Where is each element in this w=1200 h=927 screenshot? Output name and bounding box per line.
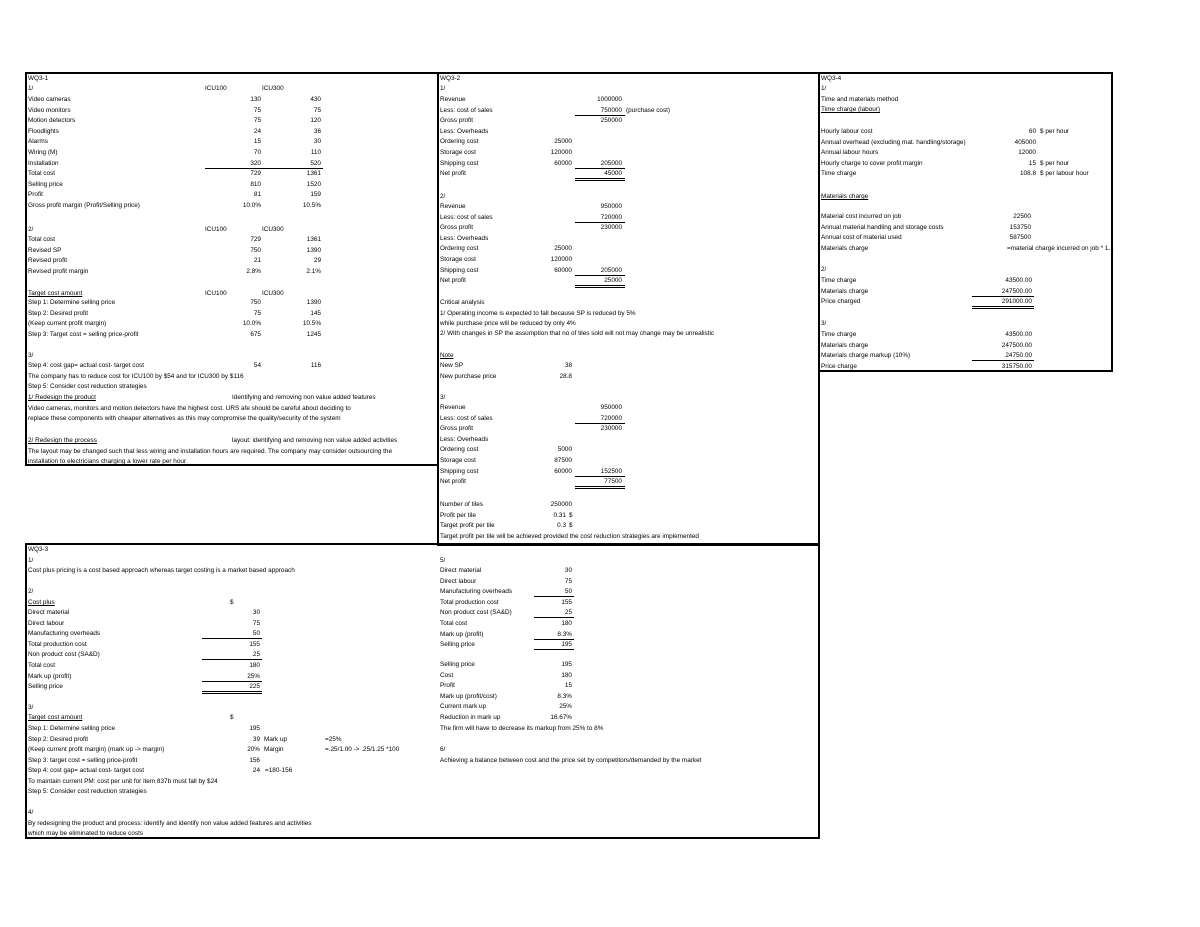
row-label: Total cost <box>28 170 55 178</box>
row-value: 247500.00 <box>1001 287 1032 295</box>
shipping-cost-value: 60000 <box>554 266 572 274</box>
materials-charge-heading: Materials charge <box>821 193 869 200</box>
row-value-icu100: 70 <box>253 149 261 156</box>
row-label: Direct labour <box>28 619 65 627</box>
row-label: Step 1: Determine selling price <box>28 725 116 732</box>
row-value-icu100: 81 <box>253 191 261 199</box>
row-label: Step 3: target cost = selling price-profit <box>28 756 138 764</box>
row-value: 180 <box>561 620 572 627</box>
shipping-cost-value: 60000 <box>554 467 572 475</box>
row-value: 60 <box>1028 128 1036 135</box>
row-value: 43500.00 <box>1005 277 1032 284</box>
row-value: 20% <box>247 746 260 754</box>
row-value-icu300: 159 <box>310 191 321 199</box>
row-label: (Keep current profit margin) (mark up -> margin) <box>28 746 165 754</box>
row-label: Floodlights <box>28 127 59 135</box>
row-label: Annual cost of material used <box>821 234 902 242</box>
row-value: 24 <box>252 767 260 775</box>
ordering-cost-label: Ordering cost <box>440 245 479 253</box>
new-sp-label: New SP <box>440 362 464 369</box>
row-label: Motion detectors <box>28 117 76 125</box>
row-label: Step 3: Target cost = selling price-profit <box>28 330 139 338</box>
row-note: =180-156 <box>265 767 293 775</box>
row-value: 8.3% <box>557 692 572 700</box>
row-value: 405000 <box>1014 138 1036 146</box>
row-value-icu100: 75 <box>253 106 261 114</box>
row-label: Revised profit <box>28 257 68 265</box>
critical-analysis-heading: Critical analysis <box>440 299 485 306</box>
new-pp-value: 28.8 <box>559 373 572 380</box>
row-calc: =25% <box>325 735 342 743</box>
row-value-icu300: 1390 <box>306 299 321 306</box>
row-label: Selling price <box>28 683 63 691</box>
row-value-icu100: 729 <box>250 236 261 243</box>
row-value: 225 <box>249 683 260 691</box>
row-value: 75 <box>252 619 260 627</box>
row-label: Wiring (M) <box>28 149 58 156</box>
wq3-4-title: WQ3-4 <box>821 75 842 82</box>
row-value: 25 <box>564 609 572 617</box>
row-label: Hourly labour cost <box>821 128 873 135</box>
step5-line: Step 5: Consider cost reduction strategies <box>28 383 147 390</box>
net-profit-value: 25000 <box>604 277 622 285</box>
row-value-icu300: 1520 <box>306 180 321 188</box>
row-value-icu100: 10.0% <box>242 320 261 328</box>
row-label: Gross profit margin (Profit/Selling price) <box>28 202 140 209</box>
row-label: Direct labour <box>440 577 477 585</box>
overheads-underline <box>202 638 262 639</box>
row-label: Selling price <box>440 641 475 649</box>
row-value-icu300: 1361 <box>306 170 321 178</box>
col-header-icu100: ICU100 <box>205 290 227 297</box>
new-sp-value: 38 <box>564 362 572 369</box>
row-value: 291000.00 <box>1001 298 1032 306</box>
row-label: Materials charge <box>821 287 869 295</box>
cost-of-sales-value: 750000 <box>600 106 622 114</box>
question-1-label: 1/ <box>28 557 34 564</box>
row-value: 30 <box>564 567 572 574</box>
row-label: Alarms <box>28 138 48 146</box>
cost-of-sales-note: (purchase cost) <box>626 106 671 114</box>
revenue-label: Revenue <box>440 203 466 210</box>
profit-tile-label: Profit per tile <box>440 512 476 519</box>
row-label: Mark up (profit) <box>28 672 72 680</box>
overheads-label: Less: Overheads <box>440 435 489 443</box>
row-value-icu100: 10.0% <box>242 202 261 209</box>
row-label: Non product cost (SA&D) <box>28 651 100 659</box>
row-value-icu100: 2.8% <box>246 267 261 275</box>
row-value: 155 <box>249 640 260 648</box>
shipping-cost-label: Shipping cost <box>440 159 479 167</box>
overheads-underline <box>575 275 625 276</box>
row-label: Manufacturing overheads <box>28 630 101 638</box>
row-value: 156 <box>249 756 260 764</box>
q4-line-2: which may be eliminated to reduce costs <box>28 830 144 837</box>
question-3-label: 3/ <box>440 394 446 401</box>
row-label: Video monitors <box>28 106 71 114</box>
selling-price-double-underline-1 <box>202 691 262 692</box>
row-value: 315750.00 <box>1001 362 1032 370</box>
wq3-2-title: WQ3-2 <box>440 75 461 82</box>
step4-icu300: 116 <box>310 362 321 369</box>
cost-of-sales-label: Less: cost of sales <box>440 106 493 114</box>
row-label: Video cameras <box>28 96 71 103</box>
ordering-cost-label: Ordering cost <box>440 446 479 454</box>
redesign-process-desc: layout: identifying and removing non value added activities <box>232 437 398 444</box>
row-label: Time charge <box>821 331 857 338</box>
selling-price-underline <box>534 649 574 650</box>
row-value-icu100: 320 <box>250 159 261 167</box>
target-tile-unit: $ <box>569 522 573 529</box>
row-value: 587500 <box>1009 234 1031 242</box>
currency-label: $ <box>230 714 234 721</box>
profit-tile-value: 0.31 <box>553 512 566 519</box>
revenue-value: 1000000 <box>597 96 622 103</box>
row-value: 24750.00 <box>1005 352 1032 360</box>
price-double-underline-1 <box>972 306 1034 307</box>
wq3-4-panel <box>818 72 1113 372</box>
col-header-icu100: ICU100 <box>205 226 227 233</box>
overheads-underline <box>534 596 574 597</box>
overheads-total-value: 152500 <box>600 467 622 475</box>
gross-profit-label: Gross profit <box>440 425 474 433</box>
question-2-label: 2/ <box>28 226 34 233</box>
row-calc: =.25/1.00 -> .25/1.25 *100 <box>325 746 400 754</box>
row-unit: $ per labour hour <box>1040 170 1089 178</box>
row-value-icu300: 1361 <box>306 236 321 243</box>
wq3-1-title: WQ3-1 <box>28 75 49 82</box>
net-profit-double-underline-1 <box>575 285 625 286</box>
revenue-label: Revenue <box>440 404 466 411</box>
row-value: 43500.00 <box>1005 331 1032 338</box>
row-value-icu300: 2.1% <box>306 267 321 275</box>
question-1-label: 1/ <box>28 85 34 92</box>
net-profit-double-underline-1 <box>575 486 625 487</box>
net-profit-double-underline-1 <box>575 178 625 179</box>
step4-icu100: 54 <box>253 362 261 369</box>
question-5-label: 5/ <box>440 557 446 564</box>
row-value-icu100: 130 <box>250 96 261 103</box>
step4-label: Step 4: cost gap= actual cost- target cost <box>28 362 144 369</box>
question-1-label: 1/ <box>821 85 827 92</box>
row-label: Time charge <box>821 277 857 284</box>
row-label: Total cost <box>28 662 55 669</box>
markup-underline <box>972 360 1034 361</box>
row-value-icu300: 1390 <box>306 246 321 254</box>
row-note: Margin <box>264 746 284 754</box>
price-double-underline-2 <box>972 308 1034 309</box>
row-formula: =material charge incurred on job * 1.1 <box>1007 244 1114 252</box>
shipping-cost-label: Shipping cost <box>440 467 479 475</box>
row-label: Step 1: Determine selling price <box>28 299 116 306</box>
row-value-icu300: 520 <box>310 159 321 167</box>
row-value: 39 <box>252 735 260 743</box>
row-value-icu300: 145 <box>310 309 321 317</box>
row-value: 180 <box>561 671 572 679</box>
row-label: Price charged <box>821 298 861 306</box>
row-value: 22500 <box>1013 213 1031 220</box>
row-value-icu100: 75 <box>253 309 261 317</box>
row-value-icu100: 810 <box>250 180 261 188</box>
net-profit-label: Net profit <box>440 478 466 486</box>
row-label: Annual labour hours <box>821 149 879 157</box>
note-heading: Note <box>440 352 454 359</box>
row-value-icu300: 30 <box>313 138 321 146</box>
overheads-total-value: 205000 <box>600 266 622 274</box>
row-value-icu300: 1245 <box>306 330 321 338</box>
question-2-label: 2/ <box>28 588 34 595</box>
row-label: Direct material <box>440 567 482 574</box>
row-label: Annual overhead (excluding mat. handling/storage) <box>821 138 966 146</box>
markup-underline <box>534 639 574 640</box>
revenue-value: 950000 <box>600 404 622 411</box>
row-value: 30 <box>252 609 260 616</box>
tiles-value: 250000 <box>550 501 572 508</box>
col-header-icu300: ICU300 <box>262 290 284 297</box>
overheads-label: Less: Overheads <box>440 234 489 242</box>
row-label: Total cost <box>440 620 467 627</box>
row-label: Mark up (profit) <box>440 630 484 638</box>
revenue-value: 950000 <box>600 203 622 210</box>
revenue-label: Revenue <box>440 96 466 103</box>
row-label: Mark up (profit/cost) <box>440 692 497 700</box>
cost-plus-heading: Cost plus <box>28 599 55 606</box>
net-profit-double-underline-2 <box>575 180 625 181</box>
gross-profit-label: Gross profit <box>440 224 474 232</box>
storage-cost-label: Storage cost <box>440 256 476 263</box>
gross-profit-value: 230000 <box>600 425 622 433</box>
row-value: 155 <box>561 598 572 606</box>
row-label: Revised SP <box>28 246 62 254</box>
row-label: Step 2: Desired profit <box>28 309 89 317</box>
row-label: Step 2: Desired profit <box>28 735 89 743</box>
cost-of-sales-underline <box>575 222 625 223</box>
row-value: 108.8 <box>1020 170 1036 178</box>
storage-cost-value: 120000 <box>550 149 572 156</box>
critical-line-2: while purchase price will be reduced by only 4% <box>440 320 576 327</box>
ordering-cost-label: Ordering cost <box>440 138 479 146</box>
total-cost-underline <box>205 168 323 169</box>
shipping-cost-value: 60000 <box>554 159 572 167</box>
row-label: Manufacturing overheads <box>440 588 513 596</box>
row-label: Total production cost <box>440 598 499 606</box>
storage-cost-value: 87500 <box>554 457 572 464</box>
question-2-label: 2/ <box>440 193 446 200</box>
method-label: Time and materials method <box>821 96 899 103</box>
wq3-2-panel <box>437 72 820 546</box>
row-value-icu300: 36 <box>313 127 321 135</box>
row-label: Cost <box>440 671 454 679</box>
row-value-icu300: 110 <box>310 149 321 156</box>
currency-label: $ <box>230 599 234 606</box>
process-line-1: The layout may be changed such that less wiring and installation hours are required. The company may consider outsourcing the <box>28 448 392 455</box>
row-value-icu300: 120 <box>310 117 321 125</box>
question-4-label: 4/ <box>28 809 34 816</box>
redesign-product-heading: 1/ Redesign the product <box>28 394 96 401</box>
target-cost-heading: Target cost amount <box>28 714 83 721</box>
cost-of-sales-underline <box>575 423 625 424</box>
net-profit-label: Net profit <box>440 170 466 178</box>
ordering-cost-value: 25000 <box>554 138 572 146</box>
row-unit: $ per hour <box>1040 159 1070 167</box>
row-label: Time charge <box>821 170 857 178</box>
storage-cost-label: Storage cost <box>440 149 476 156</box>
row-label: Materials charge markup (10%) <box>821 352 911 360</box>
target-cost-heading: Target cost amount <box>28 290 83 297</box>
row-label: Annual material handling and storage costs <box>821 223 944 231</box>
row-value-icu300: 75 <box>313 106 321 114</box>
col-header-icu300: ICU300 <box>262 226 284 233</box>
row-label: Reduction in mark up <box>440 714 501 721</box>
row-label: Materials charge <box>821 244 869 252</box>
q1-answer: Cost plus pricing is a cost based approach whereas target costing is a market based approach <box>28 567 295 574</box>
new-pp-label: New purchase price <box>440 373 497 380</box>
row-value: 15 <box>564 682 572 690</box>
overheads-underline <box>575 476 625 477</box>
row-value-icu300: 430 <box>310 96 321 103</box>
row-value-icu300: 29 <box>313 257 321 265</box>
reduce-cost-line: The company has to reduce cost for ICU100 by $54 and for ICU300 by $116 <box>28 373 244 380</box>
row-label: Installation <box>28 159 59 167</box>
row-value: 8.3% <box>557 630 572 638</box>
shipping-cost-label: Shipping cost <box>440 266 479 274</box>
row-label: Material cost incurred on job <box>821 213 902 220</box>
row-label: Price charge <box>821 362 857 370</box>
net-profit-value: 77500 <box>604 478 622 486</box>
critical-line-1: 1/ Operating income is expected to fall because SP is reduced by 5% <box>440 310 636 317</box>
row-label: (Keep current profit margin) <box>28 320 107 328</box>
non-product-underline <box>534 617 574 618</box>
row-value: 16.67% <box>550 714 572 721</box>
row-label: Profit <box>28 191 43 199</box>
non-product-underline <box>202 659 262 660</box>
row-value-icu300: 10.5% <box>302 320 321 328</box>
row-value-icu100: 15 <box>253 138 261 146</box>
product-line-1: Video cameras, monitors and motion detectors have the highest cost. URS afe should be careful about deciding to <box>28 405 351 412</box>
step5-line: Step 5: Consider cost reduction strategies <box>28 788 147 795</box>
tiles-label: Number of tiles <box>440 501 483 508</box>
final-conclusion-line: Target profit per tile will be achieved provided the cost reduction strategies are implemented <box>440 533 699 540</box>
col-header-icu300: ICU300 <box>262 85 284 92</box>
row-value-icu100: 750 <box>250 299 261 306</box>
row-note: Mark up <box>264 735 288 743</box>
overheads-label: Less: Overheads <box>440 127 489 135</box>
row-value-icu100: 675 <box>250 330 261 338</box>
row-label: Materials charge <box>821 341 869 349</box>
q4-line-1: By redesigning the product and process: identify and identify non value added features and activities <box>28 820 312 827</box>
row-value: 15 <box>1028 159 1036 167</box>
row-value-icu100: 75 <box>253 117 261 125</box>
row-value: 195 <box>561 641 572 649</box>
markup-reduction-line: The firm will have to decrease its markup from 25% to 8% <box>440 725 604 732</box>
materials-underline <box>972 296 1034 297</box>
row-label: Total cost <box>28 236 55 243</box>
cost-of-sales-label: Less: cost of sales <box>440 414 493 422</box>
row-value: 195 <box>561 661 572 668</box>
row-label: Profit <box>440 682 455 690</box>
row-value-icu100: 24 <box>253 127 261 135</box>
wq3-3-title: WQ3-3 <box>28 546 49 553</box>
row-label: Current mark up <box>440 703 487 711</box>
ordering-cost-value: 5000 <box>557 446 572 454</box>
row-value: 50 <box>564 588 572 596</box>
net-profit-double-underline-2 <box>575 488 625 489</box>
row-value: 50 <box>252 630 260 638</box>
question-2-label: 2/ <box>821 266 827 273</box>
row-value: 25% <box>247 672 260 680</box>
row-value-icu100: 750 <box>250 246 261 254</box>
row-value: 180 <box>249 662 260 669</box>
cost-of-sales-value: 720000 <box>600 414 622 422</box>
q6-answer: Achieving a balance between cost and the price set by competitors/demanded by the market <box>440 757 702 764</box>
redesign-process-heading: 2/ Redesign the process <box>28 437 97 444</box>
row-value: 247500.00 <box>1001 341 1032 349</box>
question-6-label: 6/ <box>440 746 446 753</box>
row-label: Total production cost <box>28 640 87 648</box>
question-3-label: 3/ <box>28 704 34 711</box>
row-value: 25% <box>559 703 572 711</box>
redesign-product-desc: Identifying and removing non value added features <box>232 394 376 401</box>
row-value: 153750 <box>1009 223 1031 231</box>
overheads-underline <box>575 168 625 169</box>
row-label: Direct material <box>28 609 70 616</box>
row-value: 25 <box>252 651 260 659</box>
cost-of-sales-label: Less: cost of sales <box>440 213 493 221</box>
critical-line-3: 2/ With changes in SP the assumption that no of tiles sold will not may change may be unrealistic <box>440 330 715 337</box>
process-line-2: installation to electricians charging a lower rate per hour <box>28 458 187 465</box>
row-label: Hourly charge to cover profit margin <box>821 159 923 167</box>
ordering-cost-value: 25000 <box>554 245 572 253</box>
cost-of-sales-underline <box>575 115 625 116</box>
storage-cost-label: Storage cost <box>440 457 476 464</box>
row-label: Revised profit margin <box>28 267 89 275</box>
row-label: Selling price <box>440 661 475 668</box>
gross-profit-value: 230000 <box>600 224 622 232</box>
overheads-total-value: 205000 <box>600 159 622 167</box>
profit-tile-unit: $ <box>569 512 573 519</box>
markup-underline <box>202 681 262 682</box>
row-value: 75 <box>564 577 572 585</box>
target-tile-value: 0.3 <box>557 522 566 529</box>
selling-price-double-underline-2 <box>202 693 262 694</box>
time-charge-heading: Time charge (labour) <box>821 106 881 113</box>
target-tile-label: Target profit per tile <box>440 522 495 529</box>
row-unit: $ per hour <box>1040 128 1070 135</box>
row-value-icu100: 729 <box>250 170 261 178</box>
storage-cost-value: 120000 <box>550 256 572 263</box>
row-value: 12000 <box>1018 149 1036 157</box>
gross-profit-value: 250000 <box>600 117 622 125</box>
product-line-2: replace these components with cheaper alternatives as this may compromise the quality/security of the system <box>28 415 341 422</box>
question-3-label: 3/ <box>28 352 34 359</box>
row-value: 195 <box>249 725 260 732</box>
row-label: Step 4: cost gap= actual cost- target cost <box>28 767 144 775</box>
row-value-icu100: 21 <box>253 257 261 265</box>
col-header-icu100: ICU100 <box>205 85 227 92</box>
net-profit-value: 45000 <box>604 170 622 178</box>
question-1-label: 1/ <box>440 85 446 92</box>
row-label: Selling price <box>28 180 63 188</box>
gross-profit-label: Gross profit <box>440 117 474 125</box>
maintain-line: To maintain current PM: cost per unit for item 837b must fall by $24 <box>28 778 218 785</box>
cost-of-sales-value: 720000 <box>600 213 622 221</box>
row-value-icu300: 10.5% <box>302 202 321 209</box>
net-profit-double-underline-2 <box>575 287 625 288</box>
question-3-label: 3/ <box>821 320 827 327</box>
net-profit-label: Net profit <box>440 277 466 285</box>
row-label: Non product cost (SA&D) <box>440 609 512 617</box>
